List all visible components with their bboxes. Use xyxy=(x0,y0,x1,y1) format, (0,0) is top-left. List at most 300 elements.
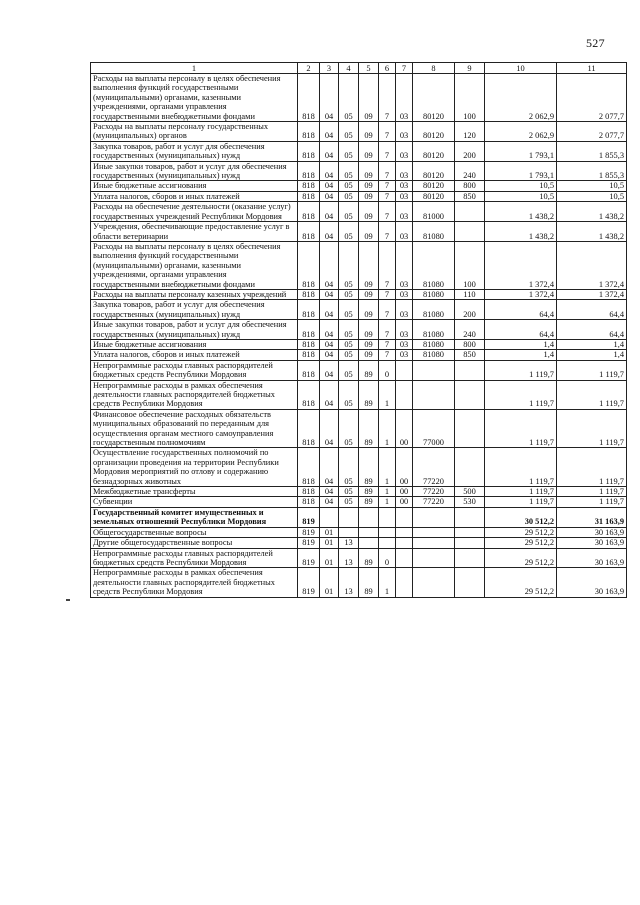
code-ministry: 818 xyxy=(298,360,320,380)
code-subprogram: 7 xyxy=(379,202,396,222)
code-ministry: 818 xyxy=(298,141,320,161)
code-program: 09 xyxy=(359,161,379,181)
code-event: 03 xyxy=(396,191,413,201)
amount-year-2: 1,4 xyxy=(557,339,627,349)
amount-year-1: 2 062,9 xyxy=(485,122,557,142)
amount-year-1: 1 372,4 xyxy=(485,289,557,299)
code-section: 04 xyxy=(320,360,339,380)
code-subprogram: 7 xyxy=(379,339,396,349)
code-subprogram: 0 xyxy=(379,548,396,568)
code-subsection: 05 xyxy=(339,222,359,242)
code-subprogram: 7 xyxy=(379,122,396,142)
page-number: 527 xyxy=(586,36,605,50)
amount-year-1: 1 119,7 xyxy=(485,380,557,409)
code-ministry: 818 xyxy=(298,300,320,320)
table-row xyxy=(91,409,627,448)
amount-year-2: 1 119,7 xyxy=(557,380,627,409)
amount-year-1: 1 119,7 xyxy=(485,497,557,507)
code-event: 00 xyxy=(396,448,413,487)
table-row xyxy=(91,538,627,548)
code-event: 03 xyxy=(396,222,413,242)
code-program: 09 xyxy=(359,122,379,142)
code-program: 89 xyxy=(359,548,379,568)
code-event: 03 xyxy=(396,74,413,122)
code-expense-type: 850 xyxy=(455,191,485,201)
code-ministry: 818 xyxy=(298,161,320,181)
code-subsection: 05 xyxy=(339,289,359,299)
code-program: 09 xyxy=(359,320,379,340)
code-section: 04 xyxy=(320,191,339,201)
row-name: Иные бюджетные ассигнования xyxy=(91,339,298,349)
amount-year-2: 1 119,7 xyxy=(557,487,627,497)
code-ministry: 818 xyxy=(298,487,320,497)
code-section: 04 xyxy=(320,448,339,487)
code-program: 89 xyxy=(359,409,379,448)
code-event: 03 xyxy=(396,202,413,222)
table-row xyxy=(91,527,627,537)
code-subprogram xyxy=(379,507,396,527)
code-expense-type: 240 xyxy=(455,320,485,340)
code-ministry: 818 xyxy=(298,122,320,142)
code-direction: 81080 xyxy=(413,350,455,360)
column-header-7: 7 xyxy=(396,63,413,74)
code-expense-type xyxy=(455,380,485,409)
code-direction xyxy=(413,548,455,568)
code-section: 04 xyxy=(320,380,339,409)
column-header-1: 1 xyxy=(91,63,298,74)
code-subsection: 13 xyxy=(339,568,359,597)
code-direction: 80120 xyxy=(413,122,455,142)
table-row xyxy=(91,300,627,320)
code-section: 01 xyxy=(320,527,339,537)
code-event: 00 xyxy=(396,497,413,507)
code-subsection: 05 xyxy=(339,320,359,340)
code-section: 04 xyxy=(320,202,339,222)
code-section: 04 xyxy=(320,350,339,360)
code-section: 01 xyxy=(320,568,339,597)
row-name: Субвенции xyxy=(91,497,298,507)
code-section: 04 xyxy=(320,409,339,448)
code-subsection: 05 xyxy=(339,202,359,222)
row-name: Учреждения, обеспечивающие предоставление услуг в области ветеринарии xyxy=(91,222,298,242)
code-event: 03 xyxy=(396,300,413,320)
row-name: Непрограммные расходы главных распорядителей бюджетных средств Республики Мордовия xyxy=(91,548,298,568)
row-name: Осуществление государственных полномочий по организации проведения на территории Республики Мордовия мероприятий по отлову и содержанию безнадзорных животных xyxy=(91,448,298,487)
amount-year-2: 30 163,9 xyxy=(557,548,627,568)
code-ministry: 818 xyxy=(298,222,320,242)
row-name: Финансовое обеспечение расходных обязательств муниципальных образований по переданным для осуществления органам местного самоуправления государственным полномочиям xyxy=(91,409,298,448)
table-row xyxy=(91,360,627,380)
table-row xyxy=(91,141,627,161)
code-ministry: 818 xyxy=(298,289,320,299)
code-ministry: 819 xyxy=(298,548,320,568)
row-name: Расходы на обеспечение деятельности (оказание услуг) государственных учреждений Республики Мордовия xyxy=(91,202,298,222)
amount-year-2: 64,4 xyxy=(557,300,627,320)
code-subsection: 05 xyxy=(339,300,359,320)
code-direction: 80120 xyxy=(413,191,455,201)
code-subprogram: 7 xyxy=(379,289,396,299)
amount-year-1: 64,4 xyxy=(485,320,557,340)
amount-year-2: 2 077,7 xyxy=(557,122,627,142)
column-header-5: 5 xyxy=(359,63,379,74)
amount-year-2: 30 163,9 xyxy=(557,527,627,537)
code-ministry: 819 xyxy=(298,507,320,527)
budget-table xyxy=(90,62,627,598)
code-subprogram: 1 xyxy=(379,448,396,487)
row-name: Общегосударственные вопросы xyxy=(91,527,298,537)
code-ministry: 819 xyxy=(298,527,320,537)
code-program: 09 xyxy=(359,191,379,201)
code-event: 03 xyxy=(396,141,413,161)
row-name: Непрограммные расходы главных распорядителей бюджетных средств Республики Мордовия xyxy=(91,360,298,380)
amount-year-2: 31 163,9 xyxy=(557,507,627,527)
code-subprogram xyxy=(379,527,396,537)
code-expense-type: 240 xyxy=(455,161,485,181)
code-section: 04 xyxy=(320,289,339,299)
code-program: 09 xyxy=(359,202,379,222)
code-program: 89 xyxy=(359,568,379,597)
code-ministry: 818 xyxy=(298,350,320,360)
table-row xyxy=(91,568,627,597)
code-direction: 80120 xyxy=(413,141,455,161)
code-program: 09 xyxy=(359,350,379,360)
code-ministry: 818 xyxy=(298,409,320,448)
code-ministry: 818 xyxy=(298,339,320,349)
code-event: 03 xyxy=(396,122,413,142)
code-expense-type xyxy=(455,360,485,380)
row-name: Закупка товаров, работ и услуг для обеспечения государственных (муниципальных) нужд xyxy=(91,300,298,320)
code-program xyxy=(359,538,379,548)
amount-year-1: 64,4 xyxy=(485,300,557,320)
code-expense-type: 500 xyxy=(455,487,485,497)
amount-year-2: 1 438,2 xyxy=(557,202,627,222)
code-expense-type: 530 xyxy=(455,497,485,507)
code-direction xyxy=(413,527,455,537)
amount-year-2: 1,4 xyxy=(557,350,627,360)
code-direction: 81080 xyxy=(413,222,455,242)
table-row xyxy=(91,122,627,142)
amount-year-1: 1 119,7 xyxy=(485,360,557,380)
code-ministry: 818 xyxy=(298,74,320,122)
code-subprogram xyxy=(379,538,396,548)
amount-year-2: 10,5 xyxy=(557,191,627,201)
row-name: Уплата налогов, сборов и иных платежей xyxy=(91,191,298,201)
amount-year-2: 1 119,7 xyxy=(557,448,627,487)
code-expense-type xyxy=(455,538,485,548)
code-direction: 80120 xyxy=(413,161,455,181)
code-expense-type xyxy=(455,202,485,222)
code-subprogram: 7 xyxy=(379,222,396,242)
code-direction: 81080 xyxy=(413,320,455,340)
code-program: 09 xyxy=(359,181,379,191)
code-direction xyxy=(413,568,455,597)
code-subprogram: 7 xyxy=(379,320,396,340)
code-expense-type xyxy=(455,448,485,487)
code-section: 01 xyxy=(320,538,339,548)
row-name: Иные закупки товаров, работ и услуг для обеспечения государственных (муниципальных) нужд xyxy=(91,161,298,181)
table-row xyxy=(91,487,627,497)
code-expense-type: 200 xyxy=(455,300,485,320)
code-subsection: 05 xyxy=(339,380,359,409)
code-subsection: 05 xyxy=(339,141,359,161)
code-expense-type: 120 xyxy=(455,122,485,142)
code-program: 09 xyxy=(359,241,379,289)
amount-year-1: 29 512,2 xyxy=(485,548,557,568)
code-subsection: 05 xyxy=(339,191,359,201)
code-subprogram: 7 xyxy=(379,191,396,201)
row-name: Непрограммные расходы в рамках обеспечения деятельности главных распорядителей бюджетных средств Республики Мордовия xyxy=(91,380,298,409)
code-ministry: 818 xyxy=(298,320,320,340)
amount-year-2: 1 119,7 xyxy=(557,409,627,448)
code-section: 04 xyxy=(320,74,339,122)
code-event: 00 xyxy=(396,409,413,448)
code-subsection: 05 xyxy=(339,74,359,122)
table-row xyxy=(91,380,627,409)
code-subsection: 05 xyxy=(339,122,359,142)
code-event xyxy=(396,568,413,597)
code-subsection: 05 xyxy=(339,241,359,289)
code-event: 03 xyxy=(396,339,413,349)
code-subsection: 05 xyxy=(339,487,359,497)
amount-year-1: 29 512,2 xyxy=(485,527,557,537)
amount-year-1: 1 793,1 xyxy=(485,161,557,181)
code-section: 04 xyxy=(320,487,339,497)
code-subprogram: 0 xyxy=(379,360,396,380)
table-row xyxy=(91,181,627,191)
code-subprogram: 1 xyxy=(379,409,396,448)
code-direction xyxy=(413,507,455,527)
table-row xyxy=(91,339,627,349)
code-expense-type xyxy=(455,568,485,597)
amount-year-1: 1 119,7 xyxy=(485,409,557,448)
amount-year-1: 1,4 xyxy=(485,350,557,360)
column-header-9: 9 xyxy=(455,63,485,74)
row-name: Другие общегосударственные вопросы xyxy=(91,538,298,548)
code-ministry: 818 xyxy=(298,497,320,507)
code-subsection: 13 xyxy=(339,548,359,568)
code-direction: 81080 xyxy=(413,300,455,320)
code-direction: 81080 xyxy=(413,289,455,299)
code-section: 04 xyxy=(320,161,339,181)
code-expense-type: 100 xyxy=(455,241,485,289)
table-row xyxy=(91,191,627,201)
table-body xyxy=(91,74,627,598)
code-program: 09 xyxy=(359,300,379,320)
code-program: 89 xyxy=(359,497,379,507)
code-program: 09 xyxy=(359,74,379,122)
code-expense-type xyxy=(455,222,485,242)
amount-year-2: 2 077,7 xyxy=(557,74,627,122)
code-direction: 81080 xyxy=(413,241,455,289)
row-name: Расходы на выплаты персоналу в целях обеспечения выполнения функций государственными (муниципальными) органами, казенными учреждениями, органами управления государственными внебюджетными фондами xyxy=(91,241,298,289)
amount-year-1: 1 438,2 xyxy=(485,222,557,242)
column-header-8: 8 xyxy=(413,63,455,74)
amount-year-1: 1 372,4 xyxy=(485,241,557,289)
code-expense-type: 800 xyxy=(455,339,485,349)
amount-year-1: 1 793,1 xyxy=(485,141,557,161)
amount-year-1: 1 119,7 xyxy=(485,448,557,487)
table-row xyxy=(91,74,627,122)
code-expense-type: 100 xyxy=(455,74,485,122)
code-subsection: 05 xyxy=(339,409,359,448)
code-direction xyxy=(413,538,455,548)
code-direction: 81000 xyxy=(413,202,455,222)
amount-year-1: 2 062,9 xyxy=(485,74,557,122)
code-section: 04 xyxy=(320,320,339,340)
code-subprogram: 1 xyxy=(379,568,396,597)
code-expense-type xyxy=(455,527,485,537)
table-row xyxy=(91,448,627,487)
amount-year-1: 29 512,2 xyxy=(485,568,557,597)
code-subsection xyxy=(339,507,359,527)
row-name: Расходы на выплаты персоналу казенных учреждений xyxy=(91,289,298,299)
column-header-11: 11 xyxy=(557,63,627,74)
amount-year-1: 1,4 xyxy=(485,339,557,349)
amount-year-1: 10,5 xyxy=(485,191,557,201)
amount-year-2: 1 855,3 xyxy=(557,161,627,181)
code-section: 04 xyxy=(320,122,339,142)
code-subprogram: 1 xyxy=(379,487,396,497)
code-subprogram: 7 xyxy=(379,241,396,289)
code-subprogram: 7 xyxy=(379,161,396,181)
table-row xyxy=(91,241,627,289)
code-event: 03 xyxy=(396,161,413,181)
code-subsection: 05 xyxy=(339,161,359,181)
code-subsection: 05 xyxy=(339,181,359,191)
table-row xyxy=(91,350,627,360)
code-expense-type: 800 xyxy=(455,181,485,191)
column-header-4: 4 xyxy=(339,63,359,74)
column-header-2: 2 xyxy=(298,63,320,74)
code-ministry: 818 xyxy=(298,202,320,222)
code-event xyxy=(396,380,413,409)
code-section xyxy=(320,507,339,527)
code-direction: 77220 xyxy=(413,497,455,507)
code-direction: 81080 xyxy=(413,339,455,349)
table-header-row xyxy=(91,63,627,74)
code-program: 89 xyxy=(359,487,379,497)
code-ministry: 818 xyxy=(298,191,320,201)
code-section: 04 xyxy=(320,497,339,507)
code-subprogram: 7 xyxy=(379,141,396,161)
column-header-3: 3 xyxy=(320,63,339,74)
code-program: 89 xyxy=(359,360,379,380)
code-section: 04 xyxy=(320,141,339,161)
code-ministry: 818 xyxy=(298,181,320,191)
amount-year-2: 1 119,7 xyxy=(557,497,627,507)
code-subprogram: 7 xyxy=(379,350,396,360)
table-row xyxy=(91,320,627,340)
amount-year-1: 10,5 xyxy=(485,181,557,191)
amount-year-2: 1 372,4 xyxy=(557,289,627,299)
amount-year-2: 1 372,4 xyxy=(557,241,627,289)
table-row xyxy=(91,548,627,568)
table-row xyxy=(91,507,627,527)
code-subprogram: 1 xyxy=(379,380,396,409)
code-subprogram: 7 xyxy=(379,181,396,191)
code-event: 03 xyxy=(396,181,413,191)
table-row xyxy=(91,161,627,181)
code-program: 09 xyxy=(359,339,379,349)
code-direction xyxy=(413,380,455,409)
row-name: Расходы на выплаты персоналу в целях обеспечения выполнения функций государственными (муниципальными) органами, казенными учреждениями, органами управления государственными внебюджетными фондами xyxy=(91,74,298,122)
code-event: 03 xyxy=(396,320,413,340)
row-name: Закупка товаров, работ и услуг для обеспечения государственных (муниципальных) нужд xyxy=(91,141,298,161)
code-section: 04 xyxy=(320,300,339,320)
table-row xyxy=(91,497,627,507)
amount-year-2: 1 855,3 xyxy=(557,141,627,161)
amount-year-2: 10,5 xyxy=(557,181,627,191)
amount-year-2: 1 119,7 xyxy=(557,360,627,380)
amount-year-2: 1 438,2 xyxy=(557,222,627,242)
code-subsection: 05 xyxy=(339,350,359,360)
code-ministry: 819 xyxy=(298,568,320,597)
code-program: 89 xyxy=(359,380,379,409)
code-direction: 80120 xyxy=(413,181,455,191)
code-program: 89 xyxy=(359,448,379,487)
code-expense-type xyxy=(455,548,485,568)
amount-year-2: 30 163,9 xyxy=(557,538,627,548)
row-name: Расходы на выплаты персоналу государственных (муниципальных) органов xyxy=(91,122,298,142)
code-subprogram: 7 xyxy=(379,300,396,320)
code-section: 01 xyxy=(320,548,339,568)
code-section: 04 xyxy=(320,339,339,349)
column-header-6: 6 xyxy=(379,63,396,74)
margin-mark xyxy=(66,599,70,601)
amount-year-2: 30 163,9 xyxy=(557,568,627,597)
code-subsection: 13 xyxy=(339,538,359,548)
code-event: 03 xyxy=(396,350,413,360)
amount-year-1: 1 119,7 xyxy=(485,487,557,497)
code-ministry: 819 xyxy=(298,538,320,548)
table-row xyxy=(91,202,627,222)
amount-year-1: 30 512,2 xyxy=(485,507,557,527)
code-subsection: 05 xyxy=(339,339,359,349)
row-name: Иные закупки товаров, работ и услуг для обеспечения государственных (муниципальных) нужд xyxy=(91,320,298,340)
code-program xyxy=(359,507,379,527)
code-direction: 77220 xyxy=(413,487,455,497)
code-subsection: 05 xyxy=(339,448,359,487)
code-subprogram: 1 xyxy=(379,497,396,507)
code-subprogram: 7 xyxy=(379,74,396,122)
code-event xyxy=(396,548,413,568)
code-ministry: 818 xyxy=(298,380,320,409)
row-name: Иные бюджетные ассигнования xyxy=(91,181,298,191)
code-section: 04 xyxy=(320,222,339,242)
code-section: 04 xyxy=(320,181,339,191)
code-subsection xyxy=(339,527,359,537)
code-program: 09 xyxy=(359,289,379,299)
column-header-10: 10 xyxy=(485,63,557,74)
code-program: 09 xyxy=(359,222,379,242)
table-row xyxy=(91,289,627,299)
row-name: Государственный комитет имущественных и земельных отношений Республики Мордовия xyxy=(91,507,298,527)
code-program: 09 xyxy=(359,141,379,161)
code-expense-type: 110 xyxy=(455,289,485,299)
code-subsection: 05 xyxy=(339,497,359,507)
code-subsection: 05 xyxy=(339,360,359,380)
code-direction: 80120 xyxy=(413,74,455,122)
code-direction xyxy=(413,360,455,380)
table-row xyxy=(91,222,627,242)
code-event xyxy=(396,360,413,380)
code-ministry: 818 xyxy=(298,448,320,487)
row-name: Межбюджетные трансферты xyxy=(91,487,298,497)
code-event: 03 xyxy=(396,241,413,289)
amount-year-1: 29 512,2 xyxy=(485,538,557,548)
code-ministry: 818 xyxy=(298,241,320,289)
code-expense-type: 850 xyxy=(455,350,485,360)
